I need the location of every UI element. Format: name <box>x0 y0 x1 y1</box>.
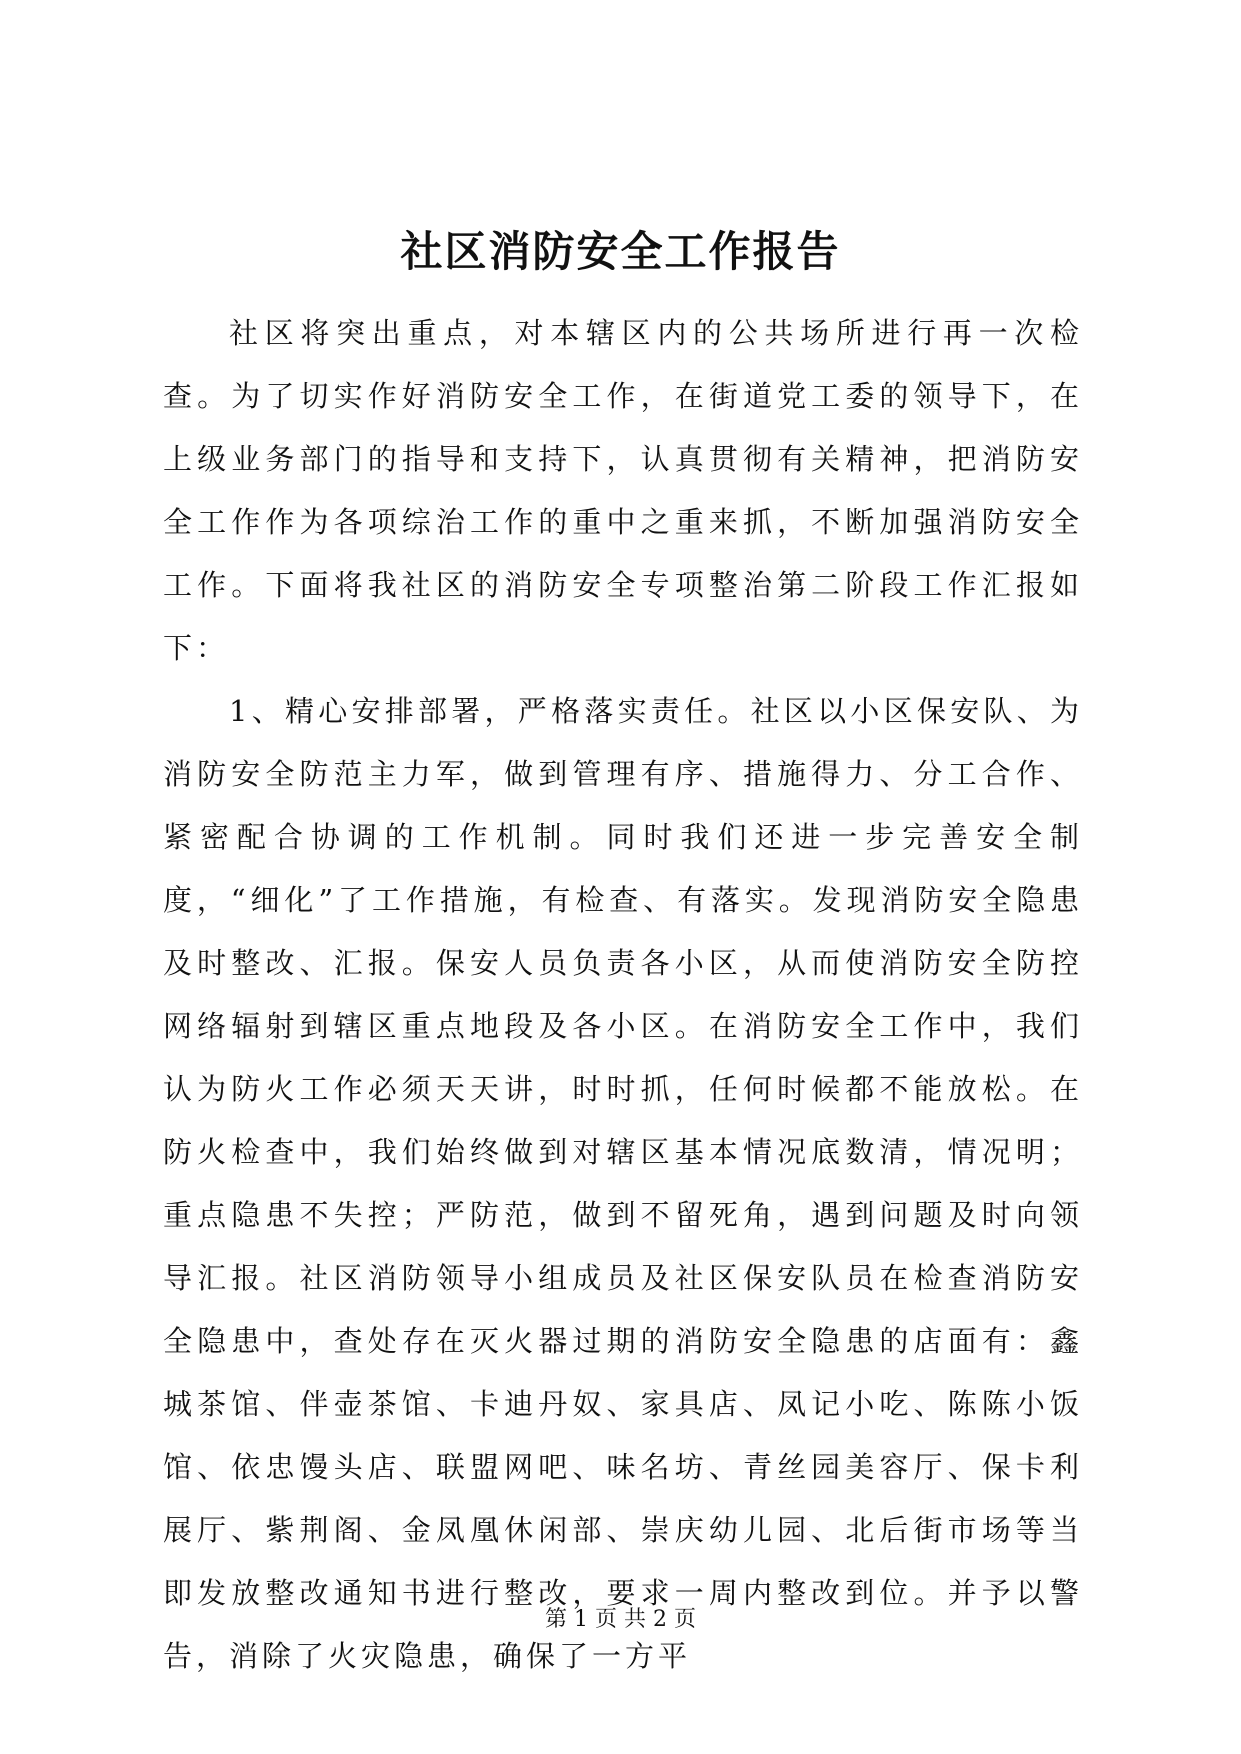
page-number-footer: 第 1 页 共 2 页 <box>545 1607 696 1632</box>
document-body <box>163 302 1083 1688</box>
paragraph-item-1: 1、精心安排部署，严格落实责任。社区以小区保安队、为消防安全防范主力军，做到管理有序、措施得力、分工合作、紧密配合协调的工作机制。同时我们还进一步完善安全制度，“细化”了工作措施，有检查、有落实。发现消防安全隐患及时整改、汇报。保安人员负责各小区，从而使消防安全防控网络辐射到辖区重点地段及各小区。在消防安全工作中，我们认为防火工作必须天天讲，时时抓，任何时候都不能放松。在防火检查中，我们始终做到对辖区基本情况底数清，情况明；重点隐患不失控；严防范，做到不留死角，遇到问题及时向领导汇报。社区消防领导小组成员及社区保安队员在检查消防安全隐患中，查处存在灭火器过期的消防安全隐患的店面有：鑫城茶馆、伴壶茶馆、卡迪丹奴、家具店、凤记小吃、陈陈小饭馆、依忠馒头店、联盟网吧、味名坊、青丝园美容厅、保卡利展厅、紫荆阁、金凤凰休闲部、崇庆幼儿园、北后街市场等当即发放整改通知书进行整改，要求一周内整改到位。并予以警告，消除了火灾隐患，确保了一方平 <box>163 694 1083 1673</box>
paragraph-intro: 社区将突出重点，对本辖区内的公共场所进行再一次检查。为了切实作好消防安全工作，在街道党工委的领导下，在上级业务部门的指导和支持下，认真贯彻有关精神，把消防安全工作作为各项综治工作的重中之重来抓，不断加强消防安全工作。下面将我社区的消防安全专项整治第二阶段工作汇报如下： <box>163 316 1083 665</box>
document-title: 社区消防安全工作报告 <box>400 227 841 276</box>
